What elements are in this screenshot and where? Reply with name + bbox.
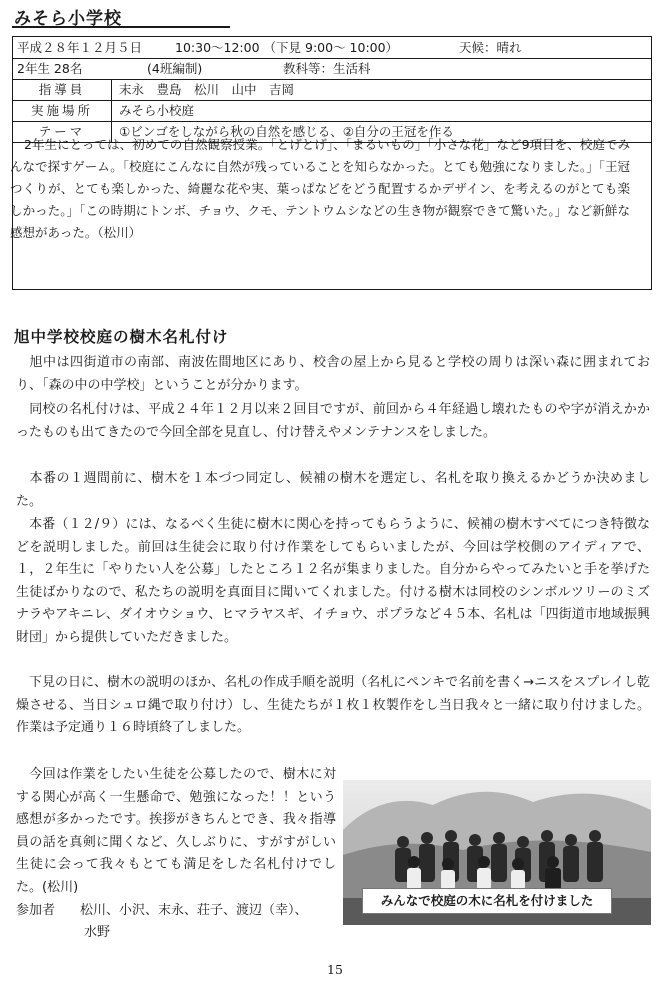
paragraph-6: 今回は作業をしたい生徒を公募したので、樹木に対する関心が高く一生懸命で、勉強になった！！という感想が多かったです。挨拶がきちんとでき、我々指導員の話を真剣に聞くなど、久しぶりに、すがすがしい生徒に会って我々もとても満足をした名札付けでした。(松川)	[16, 767, 336, 895]
photo-caption: みんなで校庭の木に名札を付けました	[362, 888, 612, 914]
date-row	[13, 37, 651, 59]
section-title: 旭中学校校庭の樹木名札付け	[14, 328, 229, 346]
paragraph-4: 本番（１２/９）には、なるべく生徒に樹木に関心を持ってもらうように、候補の樹木すべてにつき特徴などを説明しました。前回は生徒会に取り付け作業をしてもらいましたが、今回は学校側のアイディアで、１，２年生に「やりたい人を公募」したところ１２名が集まりました。自分からやってみたいと手を挙げた生徒ばかりなので、私たちの説明を真面目に聞いてくれました。付ける樹木は同校のシンボルツリーのミズナラやアキニレ、ダイオウショウ、ヒマラヤスギ、イチョウ、ポプラなど４５本、名札は「四街道市地域振興財団」から提供していただきました。	[16, 517, 650, 645]
group-text: (4班編制)	[147, 61, 203, 76]
instructors-row	[13, 79, 651, 101]
participants-list: 松川、小沢、末永、荘子、渡辺（幸）、	[80, 903, 308, 918]
grade-row	[13, 58, 651, 80]
grade-text: 2年生 28名	[17, 61, 83, 76]
paragraph-5: 下見の日に、樹木の説明のほか、名札の作成手順を説明（名札にペンキで名前を書く→ニスをスプレイし乾燥させる、当日シュロ縄で取り付け）し、生徒たちが１枚１枚製作をし当日我々と一緒に取り付けました。作業は予定通り１６時頃終了しました。	[16, 675, 650, 735]
group-photo	[343, 780, 651, 925]
lesson-report-text: 2年生にとっては、初めての自然観察授業。「とげとげ」、「まるいもの」「小さな花」など9項目を、校庭でみんなで探すゲーム。「校庭にこんなに自然が残っていることを知らなかった。とても勉強になりました。」「王冠つくりが、とても楽しかった、綺麗な花や実、葉っぱなどをどう配置するかデザイン、を考えるのがとても楽しかった。」「この時期にトンボ、チョウ、クモ、テントウムシなどの生き物が観察できて驚いた。」など新鮮な感想があった。（松川）	[10, 137, 630, 240]
page-number: 15	[327, 962, 343, 977]
location-value: みそら小校庭	[119, 103, 195, 118]
paragraph-3: 本番の１週間前に、樹木を１本づつ同定し、候補の樹木を選定し、名札を取り換えるかどうか決めました。	[16, 471, 650, 509]
date-text: 平成２８年１２月５日	[17, 40, 143, 55]
instructors-label: 指導員	[13, 79, 112, 100]
instructors-value: 末永 豊島 松川 山中 吉岡	[119, 82, 295, 97]
participants-label: 参加者	[16, 903, 56, 918]
location-row	[13, 100, 651, 122]
weather-text: 天候：晴れ	[459, 40, 522, 55]
title-underline	[12, 26, 230, 28]
school-title: みそら小学校	[14, 9, 122, 29]
subject-text: 教科等：生活科	[283, 61, 371, 76]
theme-value: ①ビンゴをしながら秋の自然を感じる、②自分の王冠を作る	[119, 124, 454, 139]
time-text: 10:30～12:00 （下見 9:00～ 10:00）	[175, 40, 399, 55]
paragraph-1: 旭中は四街道市の南部、南波佐間地区にあり、校舎の屋上から見ると学校の周りは深い森に囲まれており、「森の中の中学校」ということが分かります。	[16, 355, 650, 393]
paragraph-2: 同校の名札付けは、平成２４年１２月以来２回目ですが、前回から４年経過し壊れたものや字が消えかかったものも出てきたので今回全部を見直し、付け替えやメンテナンスをしました。	[16, 402, 650, 440]
participants-list-continued: 水野	[84, 925, 111, 940]
location-label: 実施場所	[13, 100, 112, 121]
theme-label: テーマ	[13, 121, 112, 142]
